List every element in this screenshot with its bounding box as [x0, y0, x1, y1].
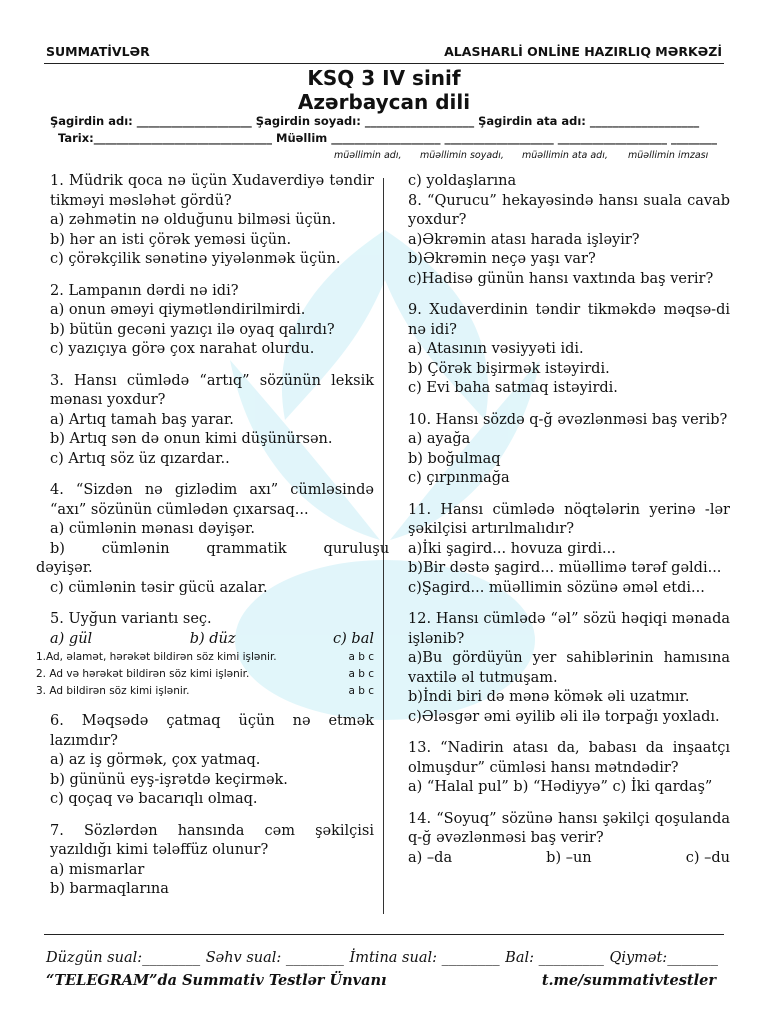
question-7: 7. Sözlərdən hansında cəm şəkilçisi yazıldığı kimi tələffüz olunur?: [50, 822, 374, 858]
student-info-row: Şagirdin adı: ____________________ Şagirdin soyadı: ___________________ Şagirdin ata adı: ___________________: [50, 114, 700, 128]
q5-row-1: [36, 649, 374, 666]
q7-option-b: b) barmaqlarına: [50, 881, 169, 897]
question-6: 6. Məqsədə çatmaq üçün nə etmək lazımdır?: [50, 713, 374, 749]
right-column: [394, 172, 730, 868]
q11-option-c: c)Şagird... müəllimin sözünə əməl etdi...: [408, 579, 705, 596]
q2-option-c: c) yazıçıya görə çox narahat olurdu.: [50, 341, 315, 357]
q4-option-b-cont: dəyişər.: [36, 560, 93, 576]
q10-option-b: b) boğulmaq: [408, 450, 501, 467]
question-12: 12. Hansı cümlədə “əl” sözü həqiqi mənada işlənib?: [408, 611, 730, 647]
q6-option-b: b) gününü eyş-işrətdə keçirmək.: [50, 771, 288, 788]
q7-option-c: c) yoldaşlarına: [408, 173, 517, 189]
q5-row-2: [36, 666, 374, 683]
caption-teacher-surname: müəllimin soyadı,: [420, 150, 504, 161]
footer-divider: [44, 934, 724, 935]
grade-field: Qiymət:_______: [609, 950, 718, 966]
q3-option-a: a) Artıq tamah baş yarar.: [50, 411, 234, 428]
q5-word-c: c) bal: [333, 630, 374, 647]
skipped-count-field: İmtina sual: ________: [349, 950, 500, 966]
q6-option-c: c) qoçaq və bacarıqlı olmaq.: [50, 791, 258, 807]
q1-option-c: c) çörəkçilik sənətinə yiyələnmək üçün.: [50, 251, 341, 267]
correct-count-field: Düzgün sual:________: [46, 950, 201, 966]
caption-teacher-name: müəllimin adı,: [334, 150, 402, 161]
q5-row-3: [36, 683, 374, 700]
date-teacher-row: Tarix:_______________________________ Müəllim ___________________ ___________________ ___________________ ________: [58, 131, 718, 145]
score-row: [46, 950, 718, 966]
points-field: Bal: _________: [505, 950, 604, 966]
question-8: 8. “Qurucu” hekayəsində hansı suala cavab yoxdur?: [408, 192, 730, 228]
q7-option-a: a) mismarlar: [50, 861, 145, 878]
q5-row-text: 2. Ad və hərəkət bildirən söz kimi işlənir.: [36, 668, 250, 680]
q5-words: [36, 630, 374, 650]
question-13: 13. “Nadirin atası da, babası da inşaatçı olmuşdur” cümləsi hansı mətndədir?: [408, 740, 730, 776]
header-divider: [44, 63, 724, 64]
q12-option-b: b)İndi biri də mənə kömək əli uzatmır.: [408, 689, 690, 705]
q11-option-a: a)İki şagird... hovuza girdi...: [408, 540, 616, 557]
q4-option-c: c) cümlənin təsir gücü azalar.: [50, 579, 268, 596]
q1-option-a: a) zəhmətin nə olduğunu bilməsi üçün.: [50, 212, 336, 228]
q4-option-a: a) cümlənin mənası dəyişər.: [50, 521, 255, 537]
telegram-link[interactable]: t.me/summativtestler: [541, 972, 716, 989]
telegram-label: “TELEGRAM”da Summativ Testlər Ünvanı: [46, 972, 387, 989]
question-3: 3. Hansı cümlədə “artıq” sözünün leksik mənası yoxdur?: [50, 372, 374, 408]
q4-option-b: b) cümlənin qrammatik quruluşu: [50, 540, 390, 557]
q8-option-a: a)Əkrəmin atası harada işləyir?: [408, 231, 640, 248]
q10-option-a: a) ayağa: [408, 431, 471, 447]
q14-option-c: c) –du: [685, 849, 730, 866]
q10-option-c: c) çırpınmağa: [408, 470, 510, 486]
question-10: 10. Hansı sözdə q-ğ əvəzlənməsi baş verib?: [408, 411, 728, 428]
q5-row-text: 3. Ad bildirən söz kimi işlənir.: [36, 685, 190, 697]
header-right: ALASHARLİ ONLİNE HAZIRLIQ MƏRKƏZİ: [444, 44, 722, 59]
q5-row-choices: a b c: [348, 668, 374, 680]
subject-title: Azərbaycan dili: [297, 90, 471, 114]
q3-option-b: b) Artıq sən də onun kimi düşünürsən.: [50, 431, 333, 447]
q9-option-a: a) Atasının vəsiyyəti idi.: [408, 341, 584, 357]
q14-option-a: a) –da: [408, 849, 453, 866]
q2-option-a: a) onun əməyi qiymətləndirilmirdi.: [50, 302, 306, 318]
header-left: SUMMATİVLƏR: [46, 44, 150, 59]
wrong-count-field: Səhv sual: ________: [205, 950, 344, 966]
question-9: 9. Xudaverdinin təndir tikməkdə məqsə-di nə idi?: [408, 302, 730, 338]
q8-option-c: c)Hadisə günün hansı vaxtında baş verir?: [408, 270, 714, 287]
question-2: 2. Lampanın dərdi nə idi?: [50, 282, 239, 299]
test-title: KSQ 3 IV sinif: [307, 66, 461, 90]
q14-options: [394, 849, 730, 869]
q5-row-choices: a b c: [348, 685, 374, 697]
q8-option-b: b)Əkrəmin neçə yaşı var?: [408, 251, 596, 267]
caption-teacher-patronymic: müəllimin ata adı,: [522, 150, 608, 161]
q5-row-text: 1.Ad, əlamət, hərəkət bildirən söz kimi işlənir.: [36, 651, 277, 663]
question-4: 4. “Sizdən nə gizlədim axı” cümləsində “axı” sözünün cümlədən çıxarsaq...: [50, 482, 374, 518]
q14-option-b: b) –un: [546, 849, 592, 866]
question-5: 5. Uyğun variantı seç.: [50, 611, 212, 627]
question-1: 1. Müdrik qoca nə üçün Xudaverdiyə təndir tikməyi məsləhət gördü?: [50, 173, 374, 209]
q13-options: a) “Halal pul” b) “Hədiyyə” c) İki qardaş”: [408, 779, 713, 795]
q9-option-b: b) Çörək bişirmək istəyirdi.: [408, 360, 610, 377]
q1-option-b: b) hər an isti çörək yeməsi üçün.: [50, 231, 292, 248]
question-11: 11. Hansı cümlədə nöqtələrin yerinə -lər şəkilçisi artırılmalıdır?: [408, 501, 730, 537]
q2-option-b: b) bütün gecəni yazıçı ilə oyaq qalırdı?: [50, 321, 335, 338]
q5-row-choices: a b c: [348, 651, 374, 663]
q9-option-c: c) Evi baha satmaq istəyirdi.: [408, 380, 618, 396]
q12-option-c: c)Ələsgər əmi əyilib əli ilə torpağı yoxladı.: [408, 708, 720, 725]
question-14: 14. “Soyuq” sözünə hansı şəkilçi qoşulanda q-ğ əvəzlənməsi baş verir?: [408, 810, 730, 846]
caption-teacher-signature: müəllimin imzası: [628, 150, 709, 161]
q12-option-a: a)Bu gördüyün yer sahiblərinin hamısına vaxtilə əl tutmuşam.: [408, 650, 730, 686]
q5-word-b: b) düz: [189, 630, 236, 647]
q3-option-c: c) Artıq söz üz qızardar..: [50, 450, 230, 467]
q6-option-a: a) az iş görmək, çox yatmaq.: [50, 752, 261, 768]
q11-option-b: b)Bir dəstə şagird... müəllimə tərəf gəldi...: [408, 560, 722, 576]
q5-word-a: a) gül: [50, 630, 93, 647]
left-column: [36, 172, 390, 900]
